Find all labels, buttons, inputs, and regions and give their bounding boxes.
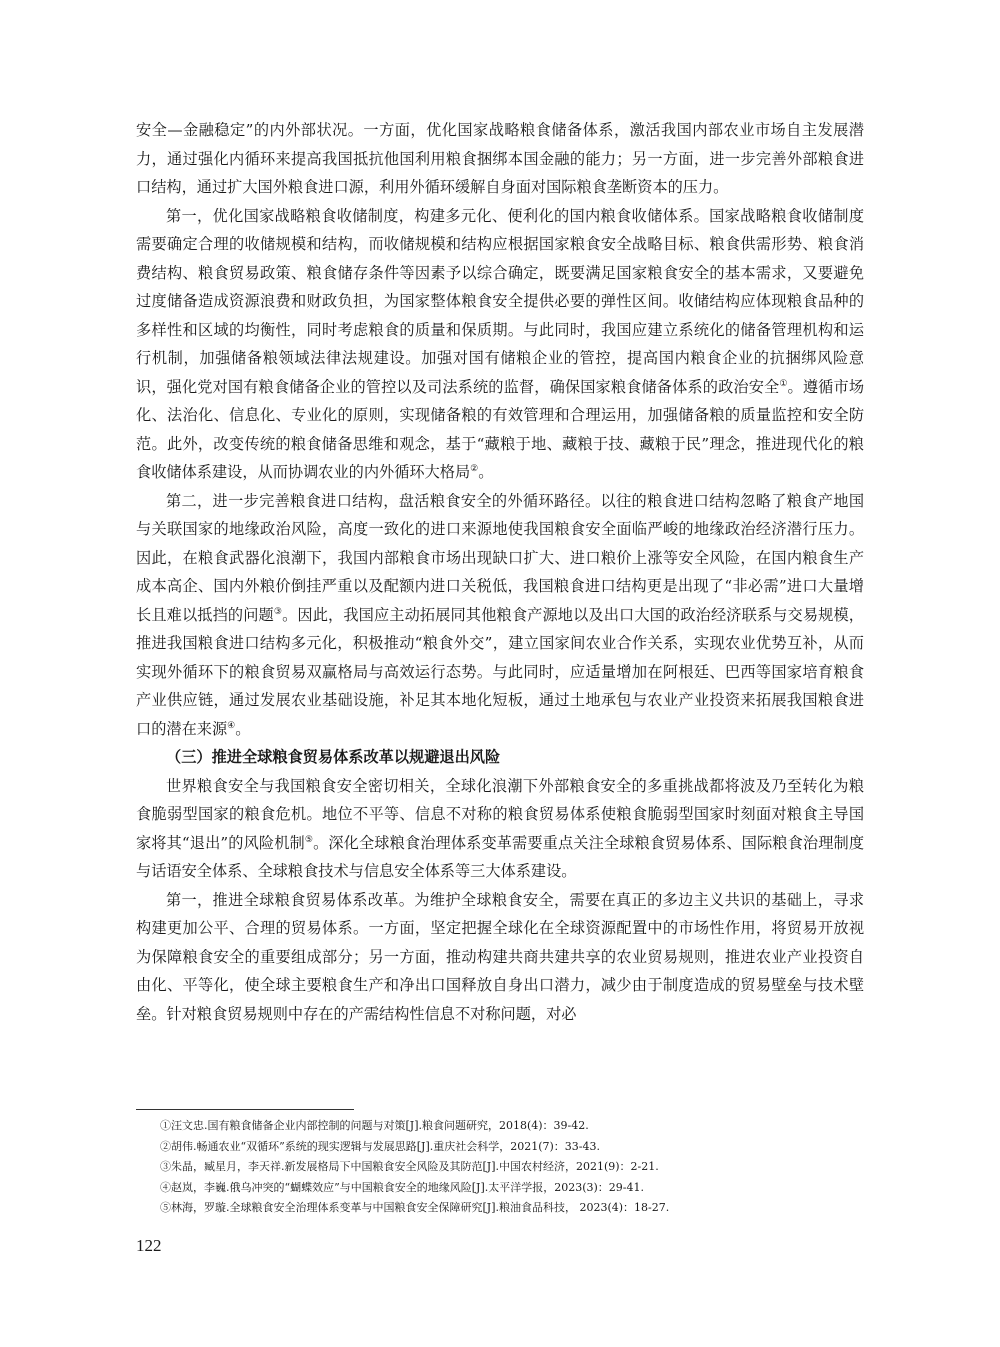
footnote-ref-1[interactable]: ① xyxy=(779,378,788,389)
paragraph-text: 。遵循市场化、法治化、信息化、专业化的原则，实现储备粮的有效管理和合理运用，加强储备粮的质量监控和安全防范。此外，改变传统的粮食储备思维和观念，基于“藏粮于地、藏粮于技、藏粮于民”理念，推进现代化的粮食收储体系建设，从而协调农业的内外循环大格局 xyxy=(136,377,865,481)
paragraph-text: 世界粮食安全与我国粮食安全密切相关，全球化浪潮下外部粮食安全的多重挑战都将波及乃至转化为粮食脆弱型国家的粮食危机。地位不平等、信息不对称的粮食贸易体系使粮食脆弱型国家时刻面对粮食主导国家将其“退出”的风险机制 xyxy=(136,776,864,852)
page-number: 122 xyxy=(136,1236,162,1255)
footnote-4: ④赵岚，李巍.俄乌冲突的“蝴蝶效应”与中国粮食安全的地缘风险[J].太平洋学报，2023(3)：29-41. xyxy=(160,1180,645,1194)
paragraph-text: 第二，进一步完善粮食进口结构，盘活粮食安全的外循环路径。以往的粮食进口结构忽略了粮食产地国与关联国家的地缘政治风险，高度一致化的进口来源地使我国粮食安全面临严峻的地缘政治经济潜行压力。因此，在粮食武器化浪潮下，我国内部粮食市场出现缺口扩大、进口粮价上涨等安全风险，在国内粮食生产成本高企、国内外粮价倒挂严重以及配额内进口关税低，我国粮食进口结构更是出现了“非必需”进口大量增长且难以抵挡的问题 xyxy=(136,491,864,624)
section-heading: （三）推进全球粮食贸易体系改革以规避退出风险 xyxy=(166,748,501,766)
paragraph-text: 。 xyxy=(478,463,494,481)
footnote-divider xyxy=(136,1109,354,1110)
paragraph-global-security xyxy=(136,772,864,886)
footnote-1: ①汪文忠.国有粮食储备企业内部控制的问题与对策[J].粮食问题研究，2018(4)：39-42. xyxy=(160,1119,589,1132)
footnotes xyxy=(160,1116,860,1219)
footnote-ref-5[interactable]: ⑤ xyxy=(304,834,314,845)
footnote-5: ⑤林海，罗璇.全球粮食安全治理体系变革与中国粮食安全保障研究[J].粮油食品科技， 2023(4)：18-27. xyxy=(160,1201,670,1214)
footnote-ref-4[interactable]: ④ xyxy=(227,720,236,731)
footnote-ref-2[interactable]: ② xyxy=(470,463,479,474)
paragraph-continued: 安全—金融稳定”的内外部状况。一方面，优化国家战略粮食储备体系，激活我国内部农业市场自主发展潜力，通过强化内循环来提高我国抵抗他国利用粮食捆绑本国金融的能力；另一方面，进一步完善外部粮食进口结构，通过扩大国外粮食进口源，利用外循环缓解自身面对国际粮食垄断资本的压力。 xyxy=(136,121,864,196)
paragraph-text: 。因此，我国应主动拓展同其他粮食产源地以及出口大国的政治经济联系与交易规模，推进我国粮食进口结构多元化，积极推动“粮食外交”，建立国家间农业合作关系，实现农业优势互补，从而实现外循环下的粮食贸易双赢格局与高效运行态势。与此同时，应适量增加在阿根廷、巴西等国家培育粮食产业供应链，通过发展农业基础设施，补足其本地化短板，通过土地承包与农业产业投资来拓展我国粮食进口的潜在来源 xyxy=(136,605,864,738)
footnote-2: ②胡伟.畅通农业“双循环”系统的现实逻辑与发展思路[J].重庆社会科学，2021(7)：33-43. xyxy=(160,1139,601,1153)
paragraph-text: 。深化全球粮食治理体系变革需要重点关注全球粮食贸易体系、国际粮食治理制度与话语安全体系、全球粮食技术与信息安全体系等三大体系建设。 xyxy=(136,833,865,880)
paragraph-text: 。 xyxy=(235,719,251,738)
paragraph-import-structure xyxy=(136,487,864,744)
footnote-3: ③朱晶，臧星月，李天祥.新发展格局下中国粮食安全风险及其防范[J].中国农村经济，2021(9)：2-21. xyxy=(160,1160,659,1173)
paragraph-text: 第一，优化国家战略粮食收储制度，构建多元化、便利化的国内粮食收储体系。国家战略粮食收储制度需要确定合理的收储规模和结构，而收储规模和结构应根据国家粮食安全战略目标、粮食供需形势、粮食消费结构、粮食贸易政策、粮食储存条件等因素予以综合确定，既要满足国家粮食安全的基本需求，又要避免过度储备造成资源浪费和财政负担，为国家整体粮食安全提供必要的弹性区间。收储结构应体现粮食品种的多样性和区域的均衡性，同时考虑粮食的质量和保质期。与此同时，我国应建立系统化的储备管理机构和运行机制，加强储备粮领域法律法规建设。加强对国有储粮企业的管控，提高国内粮食企业的抗捆绑风险意识，强化党对国有粮食储备企业的管控以及司法系统的监督，确保国家粮食储备体系的政治安全 xyxy=(136,206,864,396)
footnote-ref-3[interactable]: ③ xyxy=(273,606,283,617)
body-text xyxy=(136,116,864,1028)
paragraph-trade-reform: 第一，推进全球粮食贸易体系改革。为维护全球粮食安全，需要在真正的多边主义共识的基础上，寻求构建更加公平、合理的贸易体系。一方面，坚定把握全球化在全球资源配置中的市场性作用，将贸易开放视为保障粮食安全的重要组成部分；另一方面，推动构建共商共建共享的农业贸易规则，推进农业产业投资自由化、平等化，使全球主要粮食生产和净出口国释放自身出口潜力，减少由于制度造成的贸易壁垒与技术壁垒。针对粮食贸易规则中存在的产需结构性信息不对称问题，对必 xyxy=(136,890,864,1023)
paragraph-grain-storage xyxy=(136,202,864,487)
